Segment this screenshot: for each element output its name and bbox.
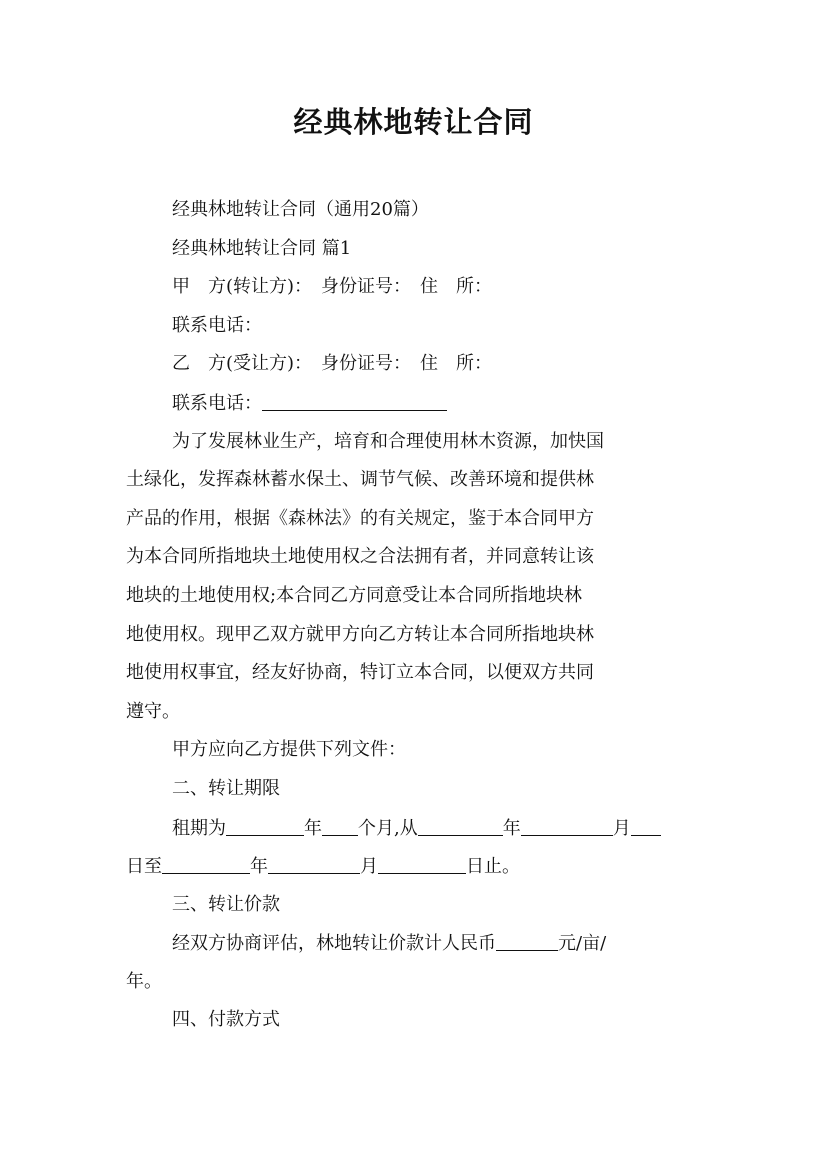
term-line-1 [126,809,703,848]
term-text: 年 [502,817,521,839]
price-text: 经双方协商评估，林地转让价款计人民币 [172,933,496,955]
phone-blank [262,384,447,411]
blank-field [631,809,661,836]
term-text: 月 [360,856,378,878]
price-line-end: 年。 [126,970,162,992]
document-title: 经典林地转让合同 [293,105,534,139]
preamble-line: 产品的作用，根据《森林法》的有关规定，鉴于本合同甲方 [126,507,594,529]
section-heading: 三、转让价款 [172,893,280,915]
document-body [126,191,703,1040]
blank-field [162,847,250,874]
term-text: 年 [304,817,322,839]
section-heading: 四、付款方式 [172,1009,280,1031]
preamble-line: 地使用权。现甲乙双方就甲方向乙方转让本合同所指地块林 [126,623,594,645]
term-line-2 [126,847,703,886]
blank-field [268,847,360,874]
preamble-line: 为本合同所指地块土地使用权之合法拥有者，并同意转让该 [126,546,594,568]
preamble-line: 地使用权事宜，经友好协商，特订立本合同，以便双方共同 [126,662,594,684]
blank-field [418,809,503,836]
party-b-line: 乙 方(受让方)： 身份证号： 住 所： [172,353,493,375]
term-text: 日至 [126,856,162,878]
term-text: 个月,从 [358,817,418,839]
subtitle: 经典林地转让合同（通用20篇） [172,199,429,220]
preamble-line: 遵守。 [126,700,180,722]
documents-clause: 甲方应向乙方提供下列文件： [172,739,406,761]
blank-field [226,809,304,836]
price-line [126,924,703,963]
preamble-line: 为了发展林业生产，培育和合理使用林木资源，加快国 [172,430,604,452]
party-a-phone: 联系电话： [172,314,262,336]
party-a-line: 甲 方(转让方)： 身份证号： 住 所： [172,276,493,298]
party-b-phone-line [126,384,703,423]
preamble-line: 土绿化，发挥森林蓄水保土、调节气候、改善环境和提供林 [126,469,594,491]
term-text: 日止。 [466,856,520,878]
term-text: 租期为 [172,817,226,839]
blank-field [322,809,358,836]
blank-field [378,847,466,874]
party-b-phone-label: 联系电话： [172,392,262,414]
blank-field [521,809,613,836]
term-text: 月 [612,817,631,839]
price-text: 元/亩/ [558,933,607,955]
preamble-line: 地块的土地使用权;本合同乙方同意受让本合同所指地块林 [126,584,583,606]
article-heading: 经典林地转让合同 篇1 [172,237,352,259]
section-heading: 二、转让期限 [172,777,280,799]
blank-field [496,924,558,951]
term-text: 年 [250,856,268,878]
